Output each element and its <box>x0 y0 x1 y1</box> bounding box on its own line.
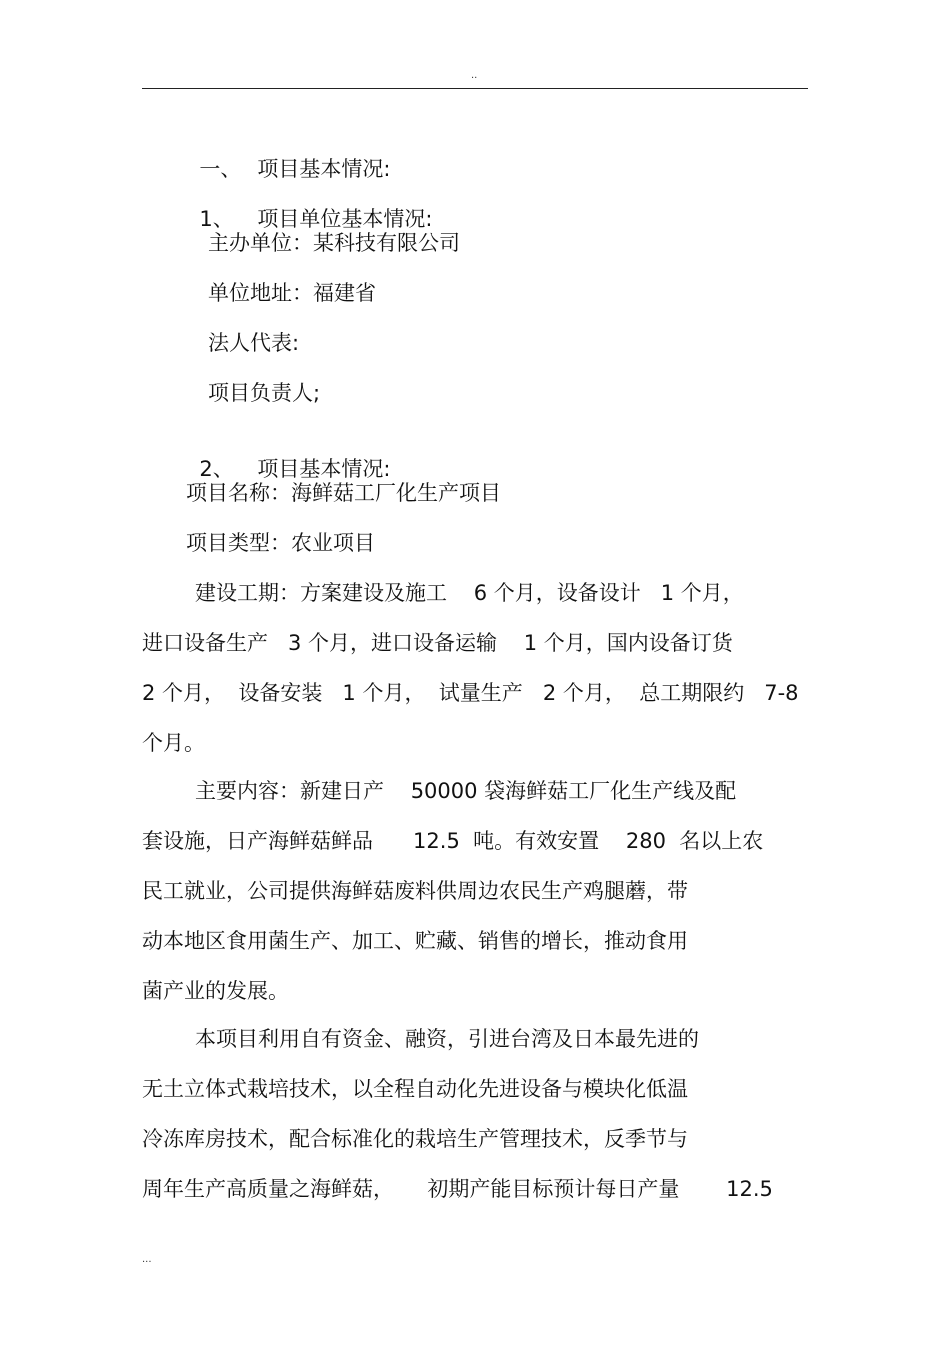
sponsor-line: 主办单位：某科技有限公司 <box>208 231 460 255</box>
content-line-2: 套设施，日产海鲜菇鲜品 12.5 吨。有效安置 280 名以上农 <box>142 829 764 853</box>
header-rule <box>142 88 808 89</box>
subheading-1-text: 项目单位基本情况: <box>257 207 433 231</box>
section-heading-text: 项目基本情况: <box>257 157 391 181</box>
schedule-line-2: 进口设备生产 3 个月，进口设备运输 1 个月，国内设备订货 <box>142 631 733 655</box>
plan-line-1: 本项目利用自有资金、融资，引进台湾及日本最先进的 <box>195 1027 699 1051</box>
legal-rep-line: 法人代表: <box>208 331 300 355</box>
page-header-marker: .. <box>471 70 478 81</box>
plan-line-2: 无土立体式栽培技术，以全程自动化先进设备与模块化低温 <box>142 1077 688 1101</box>
plan-line-4: 周年生产高质量之海鲜菇， 初期产能目标预计每日产量 12.5 <box>142 1177 773 1201</box>
content-line-5: 菌产业的发展。 <box>142 979 289 1003</box>
content-line-4: 动本地区食用菌生产、加工、贮藏、销售的增长，推动食用 <box>142 929 688 953</box>
subheading-1 <box>186 180 432 232</box>
content-line-1: 主要内容：新建日产 50000 袋海鲜菇工厂化生产线及配 <box>195 779 737 803</box>
project-lead-line: 项目负责人; <box>208 381 321 405</box>
plan-line-3: 冷冻库房技术，配合标准化的栽培生产管理技术，反季节与 <box>142 1127 688 1151</box>
content-line-3: 民工就业，公司提供海鲜菇废料供周边农民生产鸡腿蘑，带 <box>142 879 688 903</box>
subheading-2-number: 2、 <box>199 457 234 481</box>
section-heading <box>186 130 390 182</box>
subheading-2-text: 项目基本情况: <box>257 457 391 481</box>
page-footer-marker: ... <box>142 1254 152 1265</box>
subheading-1-number: 1、 <box>199 207 234 231</box>
address-line: 单位地址：福建省 <box>208 281 376 305</box>
schedule-line-4: 个月。 <box>142 731 205 755</box>
schedule-line-1: 建设工期：方案建设及施工 6 个月，设备设计 1 个月， <box>195 581 744 605</box>
section-heading-number: 一、 <box>199 157 242 181</box>
project-type-line: 项目类型：农业项目 <box>186 531 375 555</box>
subheading-2 <box>186 430 390 482</box>
project-name-line: 项目名称：海鲜菇工厂化生产项目 <box>186 481 501 505</box>
schedule-line-3: 2 个月， 设备安装 1 个月， 试量生产 2 个月， 总工期限约 7-8 <box>142 681 799 705</box>
